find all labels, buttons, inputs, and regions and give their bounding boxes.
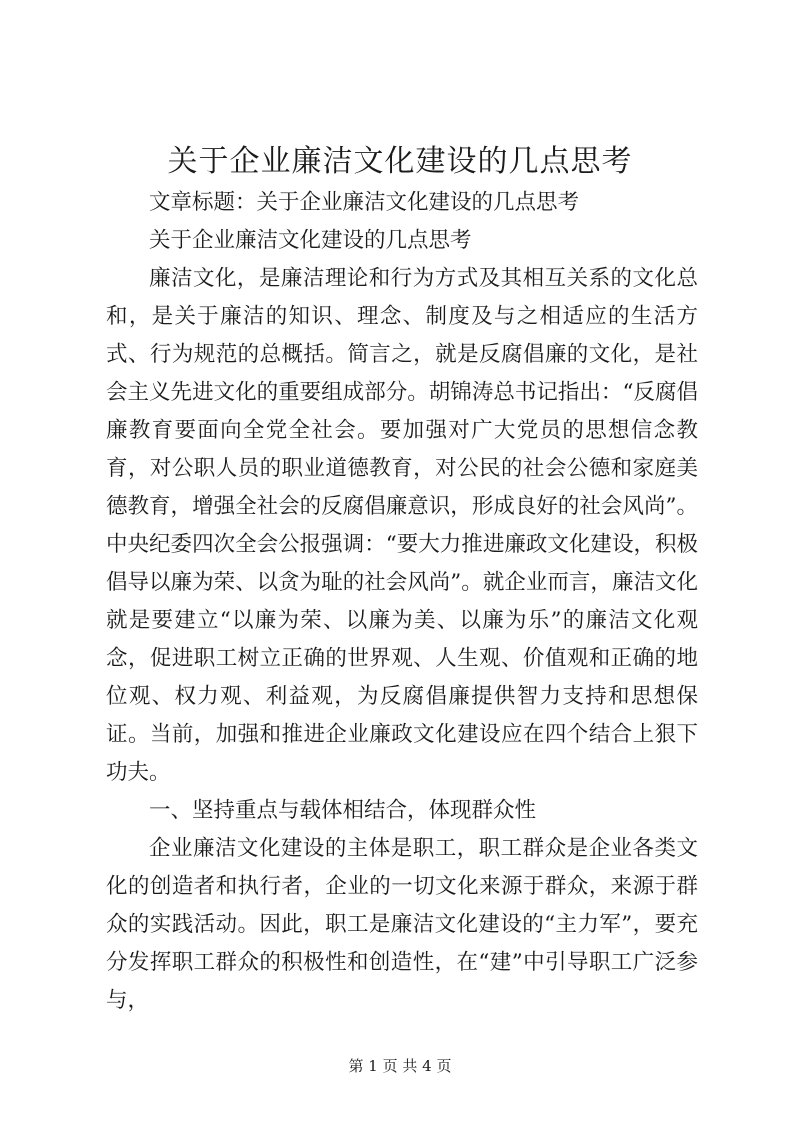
document-title: 关于企业廉洁文化建设的几点思考 [167, 144, 633, 179]
body-paragraph: 企业廉洁文化建设的主体是职工，职工群众是企业各类文化的创造者和执行者，企业的一切文化来源于群众，来源于群众的实践活动。因此，职工是廉洁文化建设的“主力军”，要充分发挥职工群众的积极性和创造性，在“建”中引导职工广泛参与， [106, 836, 698, 1013]
page-footer: 第 1 页 共 4 页 [348, 1057, 452, 1075]
section-heading: 一、坚持重点与载体相结合，体现群众性 [149, 798, 537, 823]
document-body [106, 184, 698, 1020]
article-subtitle-line: 关于企业廉洁文化建设的几点思考 [149, 228, 472, 253]
body-paragraph: 廉洁文化，是廉洁理论和行为方式及其相互关系的文化总和，是关于廉洁的知识、理念、制度及与之相适应的生活方式、行为规范的总概括。简言之，就是反腐倡廉的文化，是社会主义先进文化的重要组成部分。胡锦涛总书记指出：“反腐倡廉教育要面向全党全社会。要加强对广大党员的思想信念教育，对公职人员的职业道德教育，对公民的社会公德和家庭美德教育，增强全社会的反腐倡廉意识，形成良好的社会风尚”。中央纪委四次全会公报强调：“要大力推进廉政文化建设，积极倡导以廉为荣、以贪为耻的社会风尚”。就企业而言，廉洁文化就是要建立“以廉为荣、以廉为美、以廉为乐”的廉洁文化观念，促进职工树立正确的世界观、人生观、价值观和正确的地位观、权力观、利益观，为反腐倡廉提供智力支持和思想保证。当前，加强和推进企业廉政文化建设应在四个结合上狠下功夫。 [106, 266, 698, 785]
article-title-line: 文章标题：关于企业廉洁文化建设的几点思考 [149, 190, 580, 215]
